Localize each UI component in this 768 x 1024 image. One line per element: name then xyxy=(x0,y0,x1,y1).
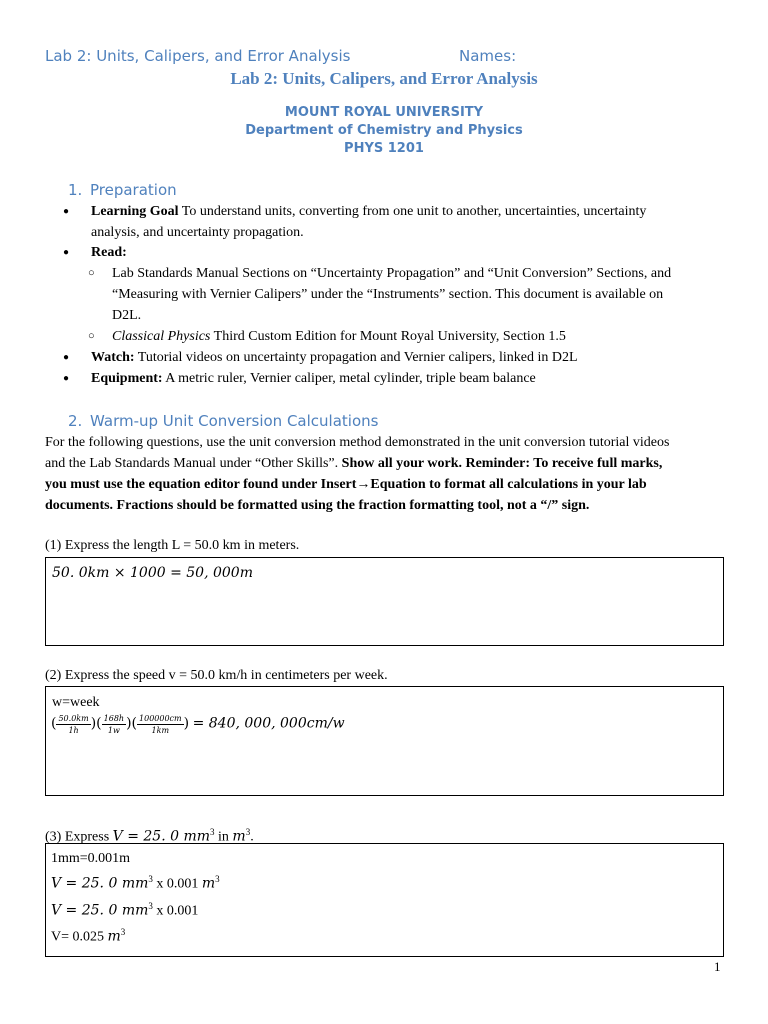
answer-1-equation: 50. 0km × 1000 = 50, 000m xyxy=(52,565,253,581)
names-label: Names: xyxy=(459,47,517,65)
university-name: MOUNT ROYAL UNIVERSITY xyxy=(284,105,484,120)
bullet-read: ● Read: xyxy=(66,242,721,263)
question-2-prompt: (2) Express the speed v = 50.0 km/h in centimeters per week. xyxy=(45,668,388,683)
read-item-textbook: ○ Classical Physics Third Custom Edition for Mount Royal University, Section 1.5 xyxy=(88,329,566,344)
answer-2-equation: ( $\frac{50.0km}{1h}$ )( $\frac{168h}{1w}$ )( $\frac{100000cm}{1km}$ ) = 840, 000, 000cm/w xyxy=(51,714,345,735)
section-heading-preparation: 1. Preparation xyxy=(68,181,177,199)
answer-3-line-1: 1mm=0.001m xyxy=(51,851,131,866)
bullet-watch: ● Watch: Tutorial videos on uncertainty propagation and Vernier calipers, linked in D2L xyxy=(66,347,721,368)
page-number: 1 xyxy=(714,959,721,974)
bullet-equipment: ● Equipment: A metric ruler, Vernier caliper, metal cylinder, triple beam balance xyxy=(66,368,721,389)
answer-box-3[interactable] xyxy=(45,843,724,957)
answer-box-2[interactable] xyxy=(45,686,724,796)
section-heading-warmup: 2. Warm-up Unit Conversion Calculations xyxy=(68,412,379,430)
answer-box-1[interactable] xyxy=(45,557,724,646)
lab-title: Lab 2: Units, Calipers, and Error Analysis xyxy=(45,47,351,65)
answer-3-line-4: V= 0.025 $m^3$ xyxy=(51,927,126,945)
question-1-prompt: (1) Express the length L = 50.0 km in meters. xyxy=(45,538,300,553)
answer-3-line-2: V = 25. 0 $mm^3$ x 0.001 $m^3$ xyxy=(51,874,220,892)
course-code: PHYS 1201 xyxy=(344,141,424,156)
document-title: Lab 2: Units, Calipers, and Error Analysis xyxy=(230,69,538,88)
instructions-paragraph: For the following questions, use the unit conversion method demonstrated in the unit conversion tutorial videos and the Lab Standards Manual under “Other Skills”. Show all your work. Reminder: To receive full marks, you must use the equation editor found under Insert→Equation to format all calculations in your lab documents. Fractions should be formatted using the fraction formatting tool, not a “/” sign. xyxy=(45,435,670,513)
read-item-lab-manual: ○ Lab Standards Manual Sections on “Uncertainty Propagation” and “Unit Conversion” Sections, and “Measuring with Vernier Calipers” under the “Instruments” section. This document is available on D2L. xyxy=(88,266,672,323)
answer-2-definition: w=week xyxy=(52,695,100,710)
department-name: Department of Chemistry and Physics xyxy=(245,123,523,138)
lab-header xyxy=(45,47,517,65)
answer-3-line-3: V = 25. 0 $mm^3$ x 0.001 xyxy=(51,901,199,919)
question-3-prompt: (3) Express V = 25. 0 $mm^3$ in $m^3$. xyxy=(45,827,254,845)
bullet-learning-goal: ● Learning Goal To understand units, converting from one unit to another, uncertainties, uncertainty analysis, and uncertainty propagation. xyxy=(66,201,721,243)
